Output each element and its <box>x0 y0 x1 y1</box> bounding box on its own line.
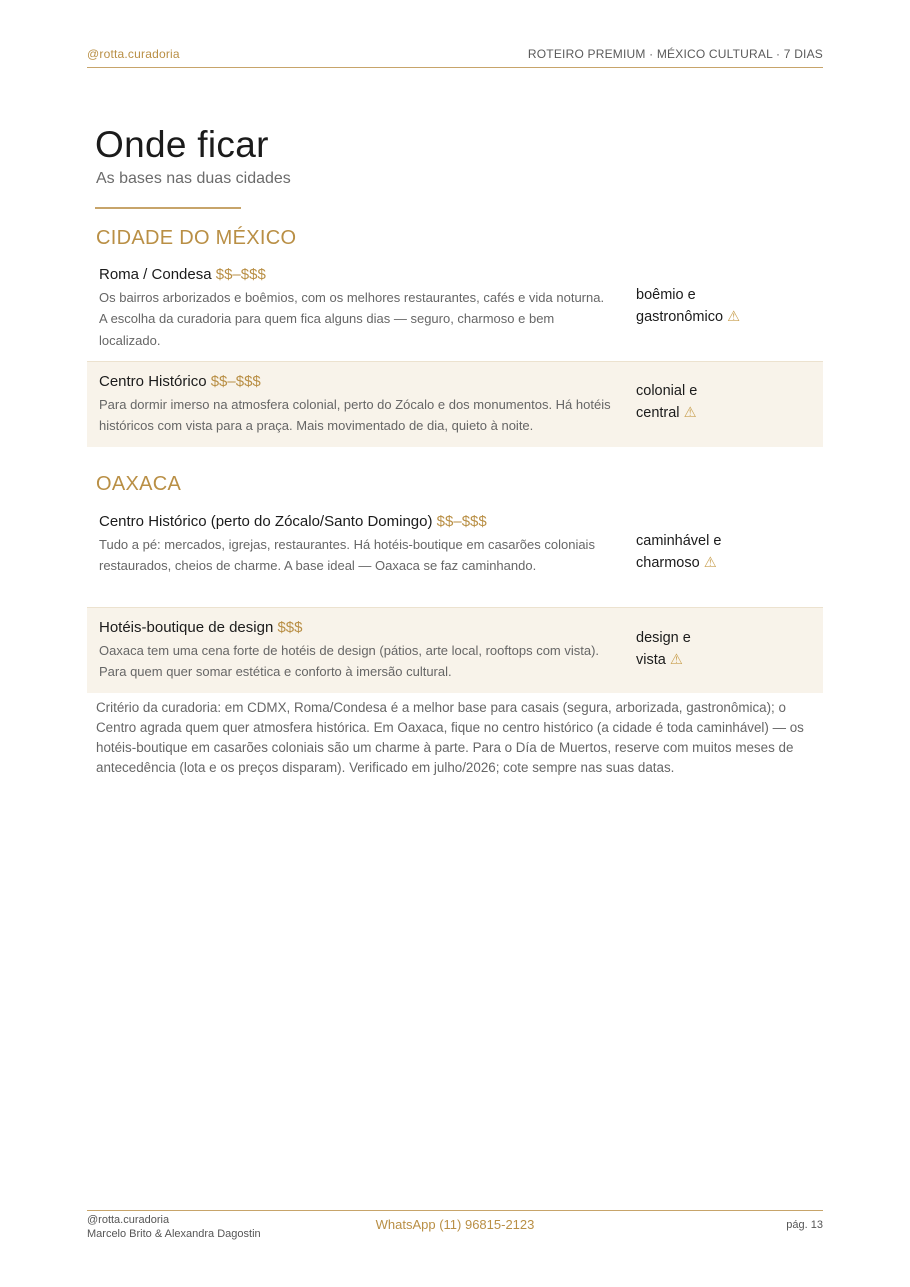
curation-criteria-note: Critério da curadoria: em CDMX, Roma/Condesa é a melhor base para casais (segura, arborizada, gastronômica); o Centro agrada quem quer atmosfera histórica. Em Oaxaca, fique no centro histórico (a cidade é toda caminhável) — os hotéis-boutique em casarões coloniais são um charme à parte. Para o Día de Muertos, reserve com muitos meses de antecedência (lota e os preços disparam). Verificado em julho/2026; cote sempre nas suas datas. <box>96 700 804 775</box>
tag-line: caminhável e <box>636 533 722 549</box>
tag-line: boêmio e <box>636 287 696 303</box>
page-number: pág. 13 <box>786 1219 823 1231</box>
lodging-name: Centro Histórico (perto do Zócalo/Santo Domingo) <box>99 513 433 530</box>
lodging-description: Tudo a pé: mercados, igrejas, restaurantes. Há hotéis-boutique em casarões coloniais restaurados, cheios de charme. A base ideal — Oaxaca se faz caminhando. <box>99 537 595 574</box>
warning-icon: ⚠ <box>703 554 717 571</box>
lodging-row <box>87 362 823 447</box>
page-footer <box>87 1210 823 1245</box>
price-range: $$$ <box>277 619 303 636</box>
lodging-name: Centro Histórico <box>99 373 207 390</box>
lodging-name-line <box>99 372 614 391</box>
lodging-table-cdmx <box>87 257 823 447</box>
tag-line: design e <box>636 630 691 646</box>
tag-line: colonial e <box>636 383 698 399</box>
whatsapp-contact[interactable]: WhatsApp (11) 96815-2123 <box>375 1217 535 1232</box>
lodging-tag <box>636 381 697 424</box>
tag-line: gastronômico <box>636 308 724 325</box>
page-subtitle: As bases nas duas cidades <box>96 170 291 187</box>
tag-line: central <box>636 404 680 421</box>
lodging-row <box>87 257 823 362</box>
warning-icon: ⚠ <box>683 404 697 421</box>
lodging-description: Os bairros arborizados e boêmios, com os melhores restaurantes, cafés e vida noturna. A escolha da curadoria para quem fica alguns dias — seguro, charmoso e bem localizado. <box>99 290 605 348</box>
tag-line: charmoso <box>636 554 700 571</box>
footer-authors: Marcelo Brito & Alexandra Dagostin <box>87 1228 261 1240</box>
lodging-name-line <box>99 512 614 531</box>
header-document-title: ROTEIRO PREMIUM · MÉXICO CULTURAL · 7 DIAS <box>527 47 823 61</box>
warning-icon: ⚠ <box>727 308 741 325</box>
lodging-name-line <box>99 265 614 284</box>
lodging-tag <box>636 628 691 671</box>
section-heading-oaxaca: OAXACA <box>96 473 182 495</box>
footer-brand: @rotta.curadoria <box>87 1214 170 1226</box>
price-range: $$–$$$ <box>215 266 266 283</box>
lodging-row <box>87 608 823 693</box>
title-divider <box>95 207 241 209</box>
warning-icon: ⚠ <box>669 651 683 668</box>
lodging-row <box>87 504 823 608</box>
page-header <box>87 46 823 68</box>
lodging-description: Para dormir imerso na atmosfera colonial, perto do Zócalo e dos monumentos. Há hotéis históricos com vista para a praça. Mais movimentado de dia, quieto à noite. <box>99 397 611 434</box>
lodging-name-line <box>99 618 614 637</box>
price-range: $$–$$$ <box>210 373 261 390</box>
lodging-tag <box>636 285 740 328</box>
lodging-name: Roma / Condesa <box>99 266 212 283</box>
lodging-tag <box>636 531 721 574</box>
tag-line: vista <box>636 651 666 668</box>
lodging-table-oaxaca <box>87 504 823 693</box>
section-heading-cdmx: CIDADE DO MÉXICO <box>96 227 297 249</box>
page-title: Onde ficar <box>95 124 269 165</box>
price-range: $$–$$$ <box>436 513 487 530</box>
lodging-name: Hotéis-boutique de design <box>99 619 274 636</box>
header-brand: @rotta.curadoria <box>87 47 180 61</box>
lodging-description: Oaxaca tem uma cena forte de hotéis de design (pátios, arte local, rooftops com vista). Para quem quer somar estética e conforto à imersão cultural. <box>99 643 600 680</box>
